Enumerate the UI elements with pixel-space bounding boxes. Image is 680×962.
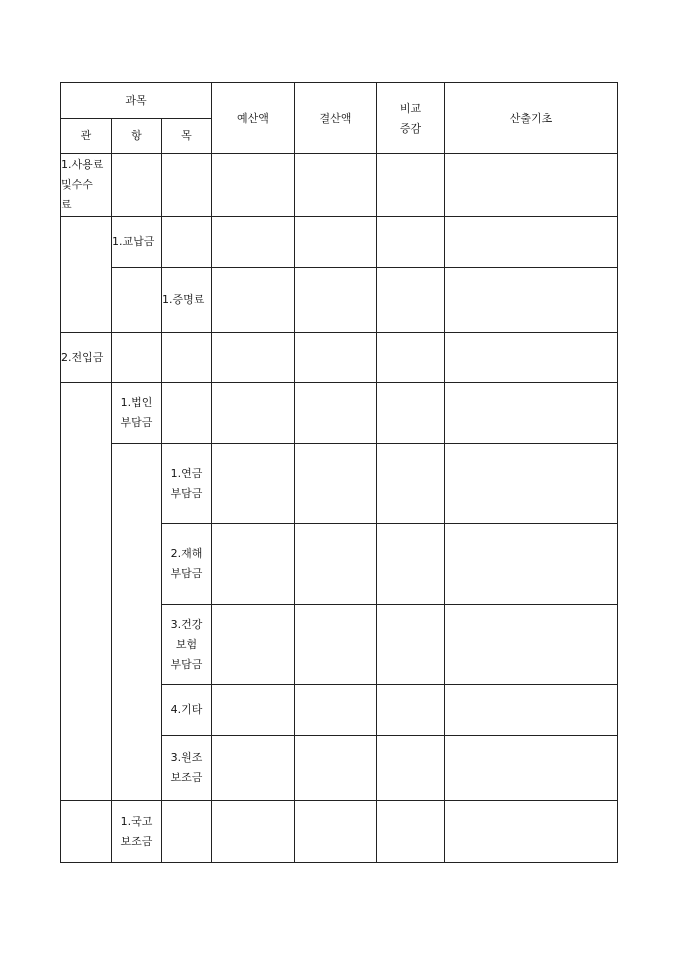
basis-cell bbox=[445, 268, 618, 333]
mok-cell: 1.연금 부담금 bbox=[162, 444, 212, 524]
compare-cell bbox=[377, 444, 445, 524]
settlement-cell bbox=[295, 444, 377, 524]
basis-cell bbox=[445, 524, 618, 605]
table-row bbox=[61, 333, 618, 383]
compare-cell bbox=[377, 605, 445, 685]
settlement-cell bbox=[295, 524, 377, 605]
table-row bbox=[61, 217, 618, 268]
basis-cell bbox=[445, 217, 618, 268]
settlement-cell bbox=[295, 268, 377, 333]
gwan-cell bbox=[61, 217, 112, 333]
header-gwan: 관 bbox=[61, 119, 112, 154]
budget-cell bbox=[212, 154, 295, 217]
settlement-cell bbox=[295, 801, 377, 863]
settlement-cell bbox=[295, 605, 377, 685]
budget-cell bbox=[212, 524, 295, 605]
basis-cell bbox=[445, 605, 618, 685]
header-settlement: 결산액 bbox=[295, 83, 377, 154]
gwan-cell: 3.원조 보조금 bbox=[162, 736, 212, 801]
settlement-cell bbox=[295, 383, 377, 444]
mok-cell bbox=[162, 333, 212, 383]
budget-cell bbox=[212, 444, 295, 524]
mok-cell bbox=[162, 154, 212, 217]
mok-cell bbox=[162, 383, 212, 444]
header-budget: 예산액 bbox=[212, 83, 295, 154]
basis-cell bbox=[445, 801, 618, 863]
compare-cell bbox=[377, 801, 445, 863]
budget-table bbox=[60, 82, 618, 863]
gwan-cell: 1.사용료 및수수 료 bbox=[61, 154, 112, 217]
header-compare: 비교 증감 bbox=[377, 83, 445, 154]
basis-cell bbox=[445, 685, 618, 736]
basis-cell bbox=[445, 444, 618, 524]
gwan-cell bbox=[61, 383, 112, 801]
gwan-cell bbox=[61, 801, 112, 863]
header-subject: 과목 bbox=[61, 83, 212, 119]
hang-cell: 1.국고 보조금 bbox=[112, 801, 162, 863]
table-row bbox=[61, 444, 618, 524]
basis-cell bbox=[445, 383, 618, 444]
mok-cell bbox=[162, 801, 212, 863]
budget-cell bbox=[212, 685, 295, 736]
hang-cell: 1.교납금 bbox=[112, 217, 162, 268]
settlement-cell bbox=[295, 154, 377, 217]
mok-cell: 4.기타 bbox=[162, 685, 212, 736]
budget-cell bbox=[212, 268, 295, 333]
gwan-cell: 2.전입금 bbox=[61, 333, 112, 383]
header-row-1 bbox=[61, 83, 618, 119]
mok-cell bbox=[162, 217, 212, 268]
settlement-cell bbox=[295, 217, 377, 268]
mok-cell: 2.재해 부담금 bbox=[162, 524, 212, 605]
hang-cell: 1.법인 부담금 bbox=[112, 383, 162, 444]
mok-cell: 3.건강 보험 부담금 bbox=[162, 605, 212, 685]
settlement-cell bbox=[295, 685, 377, 736]
settlement-cell bbox=[295, 333, 377, 383]
compare-cell bbox=[377, 333, 445, 383]
compare-cell bbox=[377, 217, 445, 268]
basis-cell bbox=[445, 154, 618, 217]
budget-cell bbox=[212, 217, 295, 268]
header-basis: 산출기초 bbox=[445, 83, 618, 154]
budget-cell bbox=[212, 801, 295, 863]
hang-cell bbox=[112, 444, 162, 801]
header-mok: 목 bbox=[162, 119, 212, 154]
compare-cell bbox=[377, 685, 445, 736]
budget-cell bbox=[212, 605, 295, 685]
basis-cell bbox=[445, 333, 618, 383]
hang-cell bbox=[112, 154, 162, 217]
compare-cell bbox=[377, 383, 445, 444]
table-row bbox=[61, 268, 618, 333]
hang-cell bbox=[112, 268, 162, 333]
table-row bbox=[61, 801, 618, 863]
compare-cell bbox=[377, 154, 445, 217]
settlement-cell bbox=[445, 736, 618, 801]
compare-cell bbox=[377, 268, 445, 333]
hang-cell bbox=[112, 333, 162, 383]
header-hang: 항 bbox=[112, 119, 162, 154]
hang-cell bbox=[212, 736, 295, 801]
budget-cell bbox=[377, 736, 445, 801]
table-row bbox=[61, 154, 618, 217]
compare-cell bbox=[377, 524, 445, 605]
mok-cell: 1.증명료 bbox=[162, 268, 212, 333]
budget-cell bbox=[212, 383, 295, 444]
table-row bbox=[61, 383, 618, 444]
budget-cell bbox=[212, 333, 295, 383]
mok-cell bbox=[295, 736, 377, 801]
